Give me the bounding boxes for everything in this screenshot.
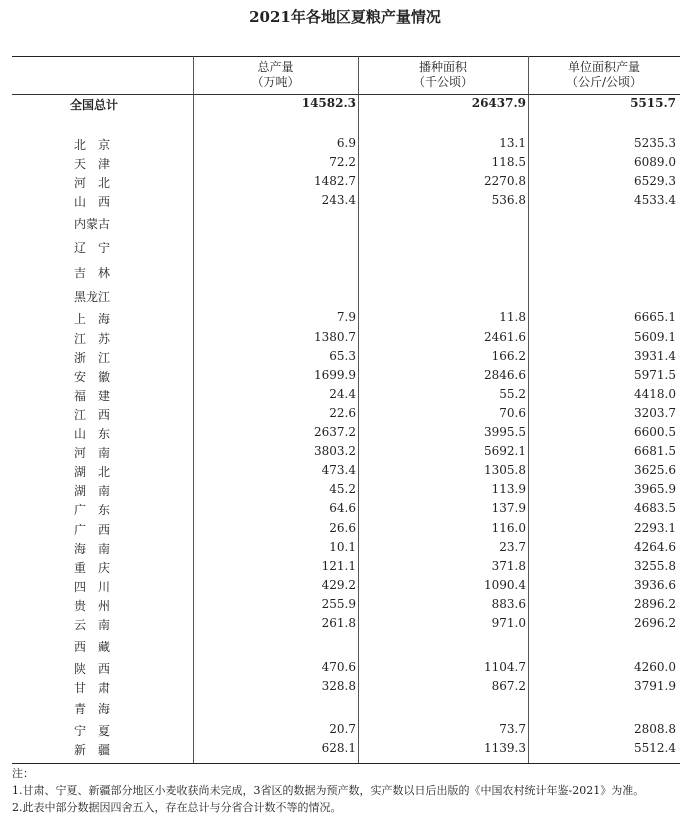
- yield-cell: 3255.8: [634, 558, 676, 573]
- area-cell: 73.7: [499, 722, 526, 737]
- note-heading: 注：: [12, 767, 34, 780]
- area-cell: 113.9: [491, 482, 526, 497]
- total-output: 14582.3: [301, 96, 356, 110]
- yield-cell: 6089.0: [634, 155, 676, 170]
- output-cell: 26.6: [329, 520, 356, 535]
- area-cell: 5692.1: [484, 444, 526, 459]
- area-cell: 536.8: [491, 193, 526, 208]
- yield-cell: 3791.9: [634, 678, 676, 693]
- output-cell: 22.6: [329, 405, 356, 420]
- province-name: 北 京: [74, 138, 111, 152]
- table-row: [12, 308, 680, 327]
- output-cell: 7.9: [336, 310, 356, 325]
- province-name: 河 南: [74, 446, 111, 461]
- output-cell: 429.2: [321, 577, 356, 592]
- province-name: 福 建: [74, 388, 111, 403]
- area-cell: 11.8: [499, 310, 526, 325]
- area-cell: 55.2: [499, 386, 526, 401]
- area-cell: 371.8: [491, 558, 526, 573]
- output-cell: 1380.7: [314, 329, 356, 344]
- area-cell: 1104.7: [484, 659, 526, 674]
- table-row: [12, 698, 680, 717]
- yield-cell: 4533.4: [634, 193, 676, 208]
- area-cell: 118.5: [491, 155, 526, 170]
- province-name: 河 北: [74, 176, 111, 191]
- output-cell: 243.4: [321, 193, 356, 208]
- province-name: 安 徽: [74, 369, 111, 384]
- yield-cell: 6681.5: [634, 444, 676, 459]
- province-name: 黑龙江: [74, 290, 111, 305]
- header-output: 总产量 （万吨）: [251, 60, 300, 89]
- table-row: [12, 237, 680, 256]
- province-name: 内蒙古: [74, 216, 111, 231]
- table-row: [12, 191, 680, 210]
- area-cell: 166.2: [491, 348, 526, 363]
- table-row: [12, 576, 680, 595]
- footnotes: [12, 765, 680, 816]
- province-name: 青 海: [74, 702, 111, 717]
- yield-cell: 6600.5: [634, 425, 676, 439]
- province-name: 江 西: [74, 407, 111, 422]
- output-cell: 6.9: [336, 136, 356, 150]
- province-name: 上 海: [74, 312, 111, 327]
- output-cell: 1482.7: [314, 174, 356, 189]
- table-row: [12, 557, 680, 576]
- province-name: 湖 北: [74, 465, 111, 480]
- table-row: [12, 134, 680, 153]
- yield-cell: 2293.1: [634, 520, 676, 535]
- note-1: 1.甘肃、宁夏、新疆部分地区小麦收获尚未完成，3省区的数据为预产数，实产数以日后出版的《中国农村统计年鉴-2021》为准。: [12, 784, 645, 797]
- area-cell: 2461.6: [484, 329, 526, 344]
- yield-cell: 5512.4: [634, 741, 676, 756]
- table-row: [12, 614, 680, 633]
- yield-cell: 2696.2: [634, 616, 676, 630]
- province-name: 山 西: [74, 195, 111, 210]
- yield-cell: 3936.6: [634, 577, 676, 592]
- province-name: 宁 夏: [74, 724, 111, 739]
- table-row: [12, 519, 680, 538]
- area-cell: 1305.8: [484, 463, 526, 478]
- output-cell: 10.1: [329, 539, 356, 554]
- yield-cell: 2896.2: [634, 596, 676, 611]
- total-area: 26437.9: [471, 96, 526, 110]
- area-cell: 1139.3: [484, 741, 526, 756]
- output-cell: 328.8: [321, 678, 356, 693]
- table-row: [12, 658, 680, 677]
- output-cell: 261.8: [321, 616, 356, 630]
- yield-cell: 4418.0: [634, 386, 676, 401]
- output-cell: 72.2: [329, 155, 356, 170]
- province-name: 广 西: [74, 522, 111, 537]
- area-cell: 137.9: [491, 501, 526, 516]
- yield-cell: 5971.5: [634, 367, 676, 382]
- table-row: [12, 262, 680, 281]
- table-row: [12, 213, 680, 232]
- header-area: 播种面积 （千公顷）: [412, 60, 473, 89]
- table-row: [12, 153, 680, 172]
- area-cell: 867.2: [491, 678, 526, 693]
- yield-cell: 3931.4: [634, 348, 676, 363]
- total-label: 全国总计: [70, 98, 119, 112]
- output-cell: 2637.2: [314, 425, 356, 439]
- province-name: 江 苏: [74, 331, 111, 346]
- province-name: 云 南: [74, 618, 111, 632]
- province-name: 新 疆: [74, 743, 111, 758]
- output-cell: 255.9: [321, 596, 356, 611]
- table-row: [12, 461, 680, 480]
- table-row: [12, 538, 680, 557]
- province-name: 重 庆: [74, 560, 111, 575]
- table-row: [12, 720, 680, 739]
- area-cell: 2846.6: [484, 367, 526, 382]
- yield-cell: 6529.3: [634, 174, 676, 189]
- area-cell: 3995.5: [484, 425, 526, 439]
- area-cell: 13.1: [499, 136, 526, 150]
- area-cell: 883.6: [491, 596, 526, 611]
- province-name: 山 东: [74, 427, 111, 441]
- yield-cell: 2808.8: [634, 722, 676, 737]
- area-cell: 1090.4: [484, 577, 526, 592]
- province-name: 四 川: [74, 579, 111, 594]
- output-cell: 1699.9: [314, 367, 356, 382]
- output-cell: 470.6: [321, 659, 356, 674]
- output-cell: 3803.2: [314, 444, 356, 459]
- output-cell: 473.4: [321, 463, 356, 478]
- total-yield: 5515.7: [630, 96, 676, 110]
- yield-cell: 3625.6: [634, 463, 676, 478]
- table-row: [12, 595, 680, 614]
- area-cell: 23.7: [499, 539, 526, 554]
- page-title: 2021年各地区夏粮产量情况: [249, 8, 441, 26]
- province-name: 湖 南: [74, 484, 111, 499]
- area-cell: 70.6: [499, 405, 526, 420]
- header-yield: 单位面积产量 （公斤/公顷）: [565, 60, 643, 89]
- province-name: 甘 肃: [74, 680, 111, 695]
- yield-cell: 5609.1: [634, 329, 676, 344]
- table-row: [12, 423, 680, 442]
- table-row: [12, 739, 680, 758]
- province-name: 西 藏: [74, 639, 111, 654]
- table-bottom-border: [12, 763, 680, 764]
- province-name: 辽 宁: [74, 241, 111, 256]
- province-name: 贵 州: [74, 598, 111, 613]
- table-row: [12, 404, 680, 423]
- yield-cell: 6665.1: [634, 310, 676, 325]
- table-row: [12, 172, 680, 191]
- note-2: 2.此表中部分数据因四舍五入，存在总计与分省合计数不等的情况。: [12, 801, 342, 814]
- area-cell: 971.0: [491, 616, 526, 630]
- province-name: 天 津: [74, 157, 111, 172]
- table-row: [12, 636, 680, 655]
- province-name: 陕 西: [74, 661, 111, 676]
- area-cell: 116.0: [491, 520, 526, 535]
- yield-cell: 4260.0: [634, 659, 676, 674]
- table-row: [12, 442, 680, 461]
- yield-cell: 5235.3: [634, 136, 676, 150]
- total-row: [12, 94, 680, 113]
- output-cell: 65.3: [329, 348, 356, 363]
- yield-cell: 4683.5: [634, 501, 676, 516]
- table-row: [12, 286, 680, 305]
- table-row: [12, 677, 680, 696]
- output-cell: 64.6: [329, 501, 356, 516]
- output-cell: 121.1: [321, 558, 356, 573]
- table-row: [12, 499, 680, 518]
- table-row: [12, 366, 680, 385]
- output-cell: 45.2: [329, 482, 356, 497]
- province-name: 浙 江: [74, 350, 111, 365]
- yield-cell: 4264.6: [634, 539, 676, 554]
- table-row: [12, 347, 680, 366]
- table-top-border: [12, 56, 680, 57]
- area-cell: 2270.8: [484, 174, 526, 189]
- output-cell: 24.4: [329, 386, 356, 401]
- yield-cell: 3203.7: [634, 405, 676, 420]
- province-name: 吉 林: [74, 265, 111, 280]
- province-name: 广 东: [74, 503, 111, 518]
- output-cell: 628.1: [321, 741, 356, 756]
- table-row: [12, 328, 680, 347]
- table-row: [12, 480, 680, 499]
- province-name: 海 南: [74, 541, 111, 556]
- table-row: [12, 385, 680, 404]
- output-cell: 20.7: [329, 722, 356, 737]
- yield-cell: 3965.9: [634, 482, 676, 497]
